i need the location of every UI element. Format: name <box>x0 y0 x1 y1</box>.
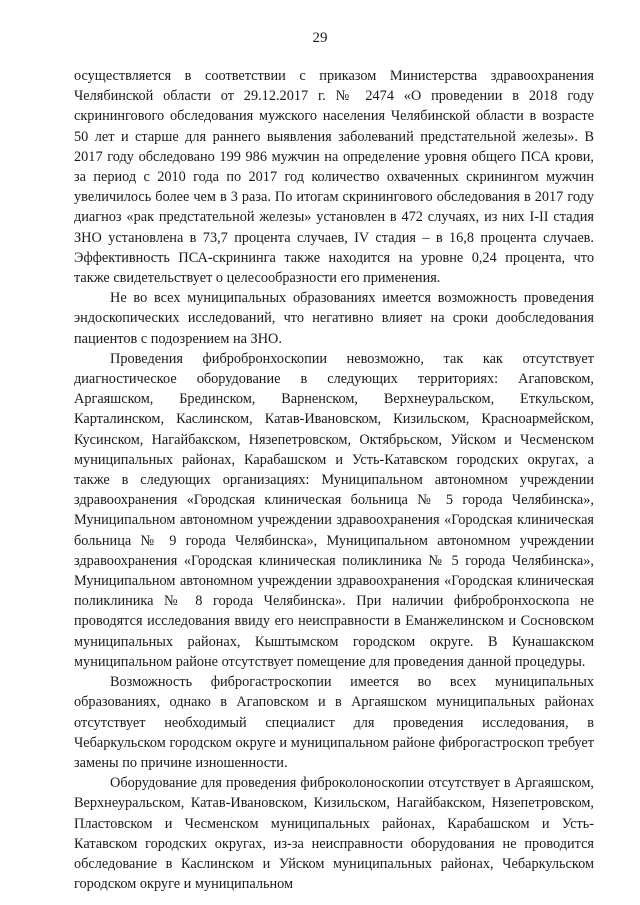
paragraph-endoscopy: Не во всех муниципальных образованиях имеется возможность проведения эндоскопических исследований, что негативно влияет на сроки дообследования пациентов с подозрением на ЗНО. <box>74 290 594 347</box>
paragraph-psa-screening: осуществляется в соответствии с приказом Министерства здравоохранения Челябинской области от 29.12.2017 г. № 2474 «О проведении в 2018 году скринингового обследования мужского населения Челябинской области в возрасте 50 лет и старше для раннего выявления заболеваний предстательной железы». В 2017 году обследовано 199 986 мужчин на определение уровня общего ПСА крови, за период с 2010 года по 2017 год количество охваченных скринингом мужчин увеличилось более чем в 3 раза. По итогам скринингового обследования в 2017 году диагноз «рак предстательной железы» установлен в 472 случаях, из них I-II стадия ЗНО установлена в 73,7 процента случаев, IV стадия – в 16,8 процента случаев. Эффективность ПСА-скрининга также находится на уровне 0,24 процента, что также свидетельствует о целесообразности его применения. <box>74 68 594 287</box>
paragraph-colonoscopy: Оборудование для проведения фиброколоноскопии отсутствует в Аргаяшском, Верхнеуральском, Катав-Ивановском, Кизильском, Нагайбакском, Нязепетровском, Пластовском и Чесменском муниципальных районах, Карабашском и Усть-Катавском городских округах, из-за неисправности оборудования не проводится обследование в Каслинском и Уйском муниципальных районах, Чебаркульском городском округе и муниципальном <box>74 775 594 893</box>
page-number: 29 <box>312 30 328 46</box>
paragraph-bronchoscopy: Проведения фибробронхоскопии невозможно, так как отсутствует диагностическое оборудование в следующих территориях: Агаповском, Аргаяшском, Брединском, Варненском, Верхнеуральском, Еткульском, Карталинском, Каслинском, Катав-Ивановском, Кизильском, Красноармейском, Кусинском, Нагайбакском, Нязепетровском, Октябрьском, Уйском и Чесменском муниципальных районах, Карабашском и Усть-Катавском городских округах, а также в следующих организациях: Муниципальном автономном учреждении здравоохранения «Городская клиническая больница № 5 города Челябинска», Муниципальном автономном учреждении здравоохранения «Городская клиническая больница № 9 города Челябинска», Муниципальном автономном учреждении здравоохранения «Городская клиническая поликлиника № 5 города Челябинска», Муниципальном автономном учреждении здравоохранения «Городская клиническая поликлиника № 8 города Челябинска». При наличии фибробронхоскопа не проводятся исследования ввиду его неисправности в Еманжелинском и Сосновском муниципальных районах, Кыштымском городском округе. В Кунашакском муниципальном районе отсутствует помещение для проведения данной процедуры. <box>74 350 594 670</box>
paragraph-gastroscopy: Возможность фиброгастроскопии имеется во всех муниципальных образованиях, однако в Агаповском и в Аргаяшском муниципальных районах отсутствует необходимый специалист для проведения исследования, в Чебаркульском городском округе и муниципальном районе фиброгастроскоп требует замены по причине изношенности. <box>74 674 594 771</box>
document-body <box>74 66 594 894</box>
